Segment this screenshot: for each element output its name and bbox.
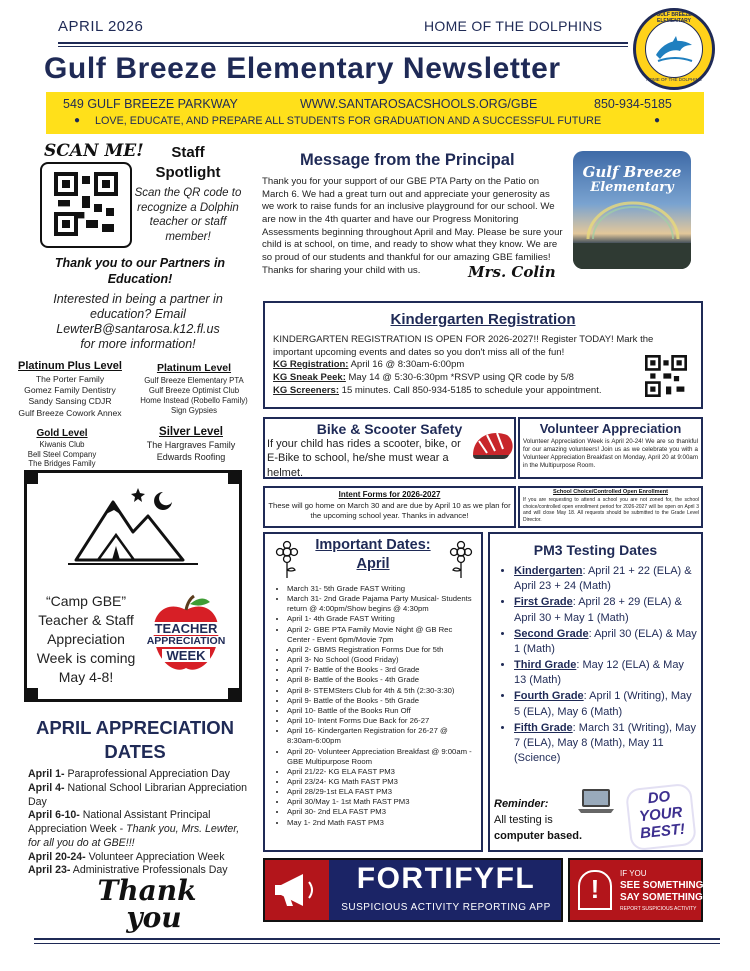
flower-icon-right [447,540,475,580]
important-date-item: • March 31- 5th Grade FAST Writing [287,584,477,594]
pm3-dates: : April 21 + 22 (ELA) & April 23 + 24 (Math) [514,565,692,593]
partner-name: The Porter Family [35,374,105,384]
reminder-line1: All testing is [494,814,553,826]
school-motto: LOVE, EDUCATE, AND PREPARE ALL STUDENTS FOR GRADUATION AND A SUCCESSFUL FUTURE [95,115,602,127]
do-your-best-sticker [625,783,697,852]
badge-line2: APPRECIATION [140,636,232,647]
header-rule-top [58,42,628,44]
exclamation-icon: ! [578,870,612,910]
badge-line1: TEACHER [140,622,232,635]
school-phone: 850-934-5185 [594,97,672,111]
pm3-item [514,627,698,657]
platinum-plus-names [6,374,134,419]
pm3-list [498,564,698,767]
pm3-item [514,689,698,719]
intent-forms-box [263,486,516,528]
fortifyfl-banner[interactable] [263,858,563,922]
fortifyfl-title: FORTIFYFL [356,862,536,895]
kg-line: KG Screeners: 15 minutes. Call 850-934-5185 to schedule your appointment. [273,384,602,396]
do-your-best-line3: BEST! [639,820,686,843]
important-date-item: • April 8- STEMSters Club for 4th & 5th (2:30-3:30) [287,686,477,696]
silver-names [132,440,250,463]
do-your-best-line1: DO [646,787,672,808]
important-date-item: • April 7- Battle of the Books - 3rd Grade [287,665,477,675]
logo-text-top: GULF BREEZE ELEMENTARY [656,12,692,24]
pm3-grade: Kindergarten [514,565,583,577]
pm3-dates: : March 31 (Writing), May 7 (ELA), May 8 (Math), May 11 (Science) [514,721,696,765]
important-date-item: • April 23/24- KG Math FAST PM3 [287,777,477,787]
pm3-dates: : April 30 (ELA) & May 1 (Math) [514,627,697,655]
pm3-grade: Third Grade [514,659,577,672]
staff-qr-code[interactable] [54,172,118,236]
volunteer-text: Volunteer Appreciation Week is April 20-24! We are so thankful for our amazing volunteers! Join us as we celebrate you with a Volunteer Appreciation Breakfast on Monday, April 20 at 9:00am in the Multipurpose Room. [523,438,698,470]
important-date-item: • April 1- 4th Grade FAST Writing [287,614,477,624]
pm3-item [514,595,698,625]
camp-gbe-text: “Camp GBE” Teacher & Staff Appreciation Week is coming May 4-8! [36,593,136,685]
thank-you-script [92,874,202,934]
appreciation-item: April 4- National School Librarian Appreciation Day [28,781,248,808]
important-date-item: • April 10- Intent Forms Due Back for 26-27 [287,716,477,726]
partner-name: The Bridges Family [28,459,96,469]
important-date-item: • April 9- Battle of the Books - 5th Grade [287,696,477,706]
intent-forms-text: These will go home on March 30 and are due by April 10 as we plan for the upcoming school year. Thanks in advance! [268,501,511,520]
important-date-item: • April 28/29-1st ELA FAST PM3 [287,787,477,797]
do-your-best-line2: YOUR [638,803,684,826]
platinum-plus-title: Platinum Plus Level [18,360,122,372]
laptop-icon [576,786,616,816]
helmet-icon [469,427,515,467]
platinum-names [134,376,254,417]
silver-section [132,426,250,463]
mountains-camp-icon [68,480,198,570]
appreciation-item: April 1- Paraprofessional Appreciation Day [28,768,230,780]
important-dates-title-line2: April [356,555,390,572]
school-photo [573,151,691,269]
platinum-title: Platinum Level [156,362,232,374]
important-dates-title-line1: Important Dates: [315,537,431,553]
scan-me-label: SCAN ME! [44,141,144,161]
staff-title-line2: Spotlight [155,163,221,181]
pm3-grade: Second Grade [514,627,589,640]
pm3-dates: : April 1 (Writing), May 5 (ELA), May 6 (Math) [514,690,692,718]
principal-title: Message from the Principal [300,151,515,169]
pm3-title: PM3 Testing Dates [533,542,658,558]
pm3-item [514,721,698,767]
april-appreciation-title [24,716,246,764]
important-date-item: • April 8- Battle of the Books - 4th Grade [287,675,477,685]
important-date-item: • April 30- 2nd ELA FAST PM3 [287,807,477,817]
fortifyfl-subtitle: SUSPICIOUS ACTIVITY REPORTING APP [341,902,551,913]
bike-safety-text: If your child has rides a scooter, bike, or E-Bike to school, he/she must wear a helmet. [267,438,461,479]
pm3-grade: First Grade [514,596,573,609]
kg-line: KG Registration: April 16 @ 8:30am-6:00pm [273,359,465,370]
badge-line3: WEEK [162,649,210,662]
kg-line: KG Sneak Peek: May 14 @ 5:30-6:30pm *RSVP using QR code by 5/8 [273,371,574,383]
important-date-item: • April 16- Kindergarten Registration for 26-27 @ 8:30am-6:00pm [287,726,477,746]
header-rule-top-2 [58,46,628,47]
thank-you-line1: Thank [97,874,197,907]
pm3-box [488,532,703,852]
partner-name: Kiwanis Club [39,440,85,449]
appreciation-item: April 23- Administrative Professionals Day [28,864,228,877]
rainbow-icon [583,199,683,239]
partner-name: The Hargraves Family [146,440,236,450]
volunteer-title: Volunteer Appreciation [539,421,682,436]
report-activity-text: REPORT SUSPICIOUS ACTIVITY [620,906,697,912]
school-address: 549 GULF BREEZE PARKWAY [63,97,238,111]
important-date-item: • April 2- GBMS Registration Forms Due for 5th [287,645,477,655]
bullet-right: ● [654,115,661,126]
bike-safety-box [263,417,516,479]
important-date-item: • May 1- 2nd Math FAST PM3 [287,818,477,828]
volunteer-box [518,417,703,479]
principal-signature: Mrs. Colin [468,263,556,281]
principal-message: Thank you for your support of our GBE PTA Party on the Patio on March 6. We had a great turn out and appreciate your generosity as we work to raise funds for an inclusive playground for our school. We are now in the 4th quarter and have our Progress Monitoring Assessments beginning throughout April and May. Please be sure your child is at school, on time, and ready to show what they know. We are so proud of our students and thankful for our amazing GBE families! Thanks for sharing your child with us. [262,176,563,276]
gold-section [12,428,112,469]
staff-title-line1: Staff [171,144,205,161]
important-date-item: • April 3- No School (Good Friday) [287,655,477,665]
partners-thanks: Thank you to our Partners in Education! [54,256,226,286]
thank-you-line2: you [126,900,182,934]
school-choice-text: If you are requesting to attend a school you are not zoned for, the school choice/controlled open enrollment period for 2026-2027 will be open on April 3 and will close May 18. All requests should be submitted to the Grade Level Director. [523,497,699,523]
dolphin-icon [654,35,696,65]
logo-text-bottom: HOME OF THE DOLPHINS [646,77,702,82]
partner-name: Gulf Breeze Elementary PTA [144,376,244,385]
kindergarten-qr-code[interactable] [645,355,687,397]
info-bar [46,92,704,134]
school-website[interactable]: WWW.SANTAROSACSHOOLS.ORG/GBE [300,97,538,111]
pm3-grade: Fifth Grade [514,721,573,734]
important-dates-list [271,584,477,828]
appreciation-item: April 6-10- National Assistant Principal Appreciation Week - Thank you, Mrs. Lewter, for all you do at GBE!!! [28,809,240,849]
appreciation-list [28,768,248,878]
partner-name: Bell Steel Company [27,449,97,459]
kindergarten-title: Kindergarten Registration [390,311,576,328]
important-dates-title [301,536,445,574]
partner-name: Sandy Sansing CDJR [28,396,112,407]
see-something-banner[interactable] [568,858,703,922]
say-something-text: SAY SOMETHING [620,892,703,903]
important-date-item: • April 30/May 1- 1st Math FAST PM3 [287,797,477,807]
kindergarten-box [263,301,703,409]
important-date-item: • April 10- Battle of the Books Run Off [287,706,477,716]
platinum-section [134,362,254,417]
important-date-item: • April 20- Volunteer Appreciation Breakfast @ 9:00am - GBE Multipurpose Room [287,747,477,767]
important-dates-box [263,532,483,852]
intent-forms-title: Intent Forms for 2026-2027 [338,490,441,499]
partner-name: Sign Gypsies [171,406,217,416]
pm3-dates: : May 12 (ELA) & May 13 (Math) [514,659,684,687]
see-if-you: IF YOU [620,869,647,878]
partner-name: Gulf Breeze Cowork Annex [18,407,122,418]
home-of-dolphins: HOME OF THE DOLPHINS [424,18,603,34]
teacher-appreciation-badge [140,594,232,678]
important-date-item: • April 2- GBE PTA Family Movie Night @ GB Rec Center - Event 6pm/Movie 7pm [287,625,477,645]
kindergarten-lines [273,359,653,397]
reminder-line2: computer based. [494,830,583,842]
partner-name: Edwards Roofing [156,451,226,462]
pm3-item [514,658,698,688]
pm3-grade: Fourth Grade [514,690,584,703]
silver-title: Silver Level [159,426,223,438]
issue-month: APRIL 2026 [58,18,144,35]
footer-rule-2 [34,943,720,944]
reminder-label: Reminder: [494,798,549,810]
bullet-left: ● [74,115,81,126]
school-choice-title: School Choice/Controlled Open Enrollment [553,489,668,495]
partner-name: Home Instead (Robello Family) [140,396,248,406]
platinum-plus-section [6,360,134,419]
pm3-dates: : April 28 + 29 (ELA) & April 30 + May 1 (Math) [514,596,682,624]
appreciation-title-line2: DATES [104,741,166,763]
see-something-text: SEE SOMETHING [620,880,704,891]
footer-rule-1 [34,938,720,940]
pm3-item [514,564,698,594]
important-date-item: • March 31- 2nd Grade Pajama Party Musical- Students return @ 4:00pm/Show begins @ 4:30pm [287,594,477,614]
megaphone-icon [273,870,321,910]
kindergarten-intro: KINDERGARTEN REGISTRATION IS OPEN FOR 2026-2027!! Register TODAY! Mark the important upcoming events and dates so you don't miss all of the fun! [273,334,654,358]
bike-safety-title: Bike & Scooter Safety [316,421,463,437]
photo-sign-line2: Elementary [590,180,674,195]
appreciation-title-line1: APRIL APPRECIATION [35,717,235,738]
school-logo [633,8,715,90]
appreciation-item: April 20-24- Volunteer Appreciation Week [28,850,225,863]
partner-name: Gomez Family Dentistry [24,385,116,396]
photo-sign-line1: Gulf Breeze [582,163,682,181]
partner-name: Gulf Breeze Optimist Club [148,386,240,396]
school-choice-box [518,486,703,528]
staff-spotlight-text: Scan the QR code to recognize a Dolphin teacher or staff member! [134,187,242,244]
flower-icon-left [273,540,301,580]
gold-title: Gold Level [36,428,88,439]
important-date-item: • April 21/22- KG ELA FAST PM3 [287,767,477,777]
partners-interest: Interested in being a partner in education? Email LewterB@santarosa.k12.fl.us for more information! [53,292,223,351]
gold-names [12,440,112,469]
staff-spotlight-title [140,143,236,182]
newsletter-title: Gulf Breeze Elementary Newsletter [44,52,561,85]
